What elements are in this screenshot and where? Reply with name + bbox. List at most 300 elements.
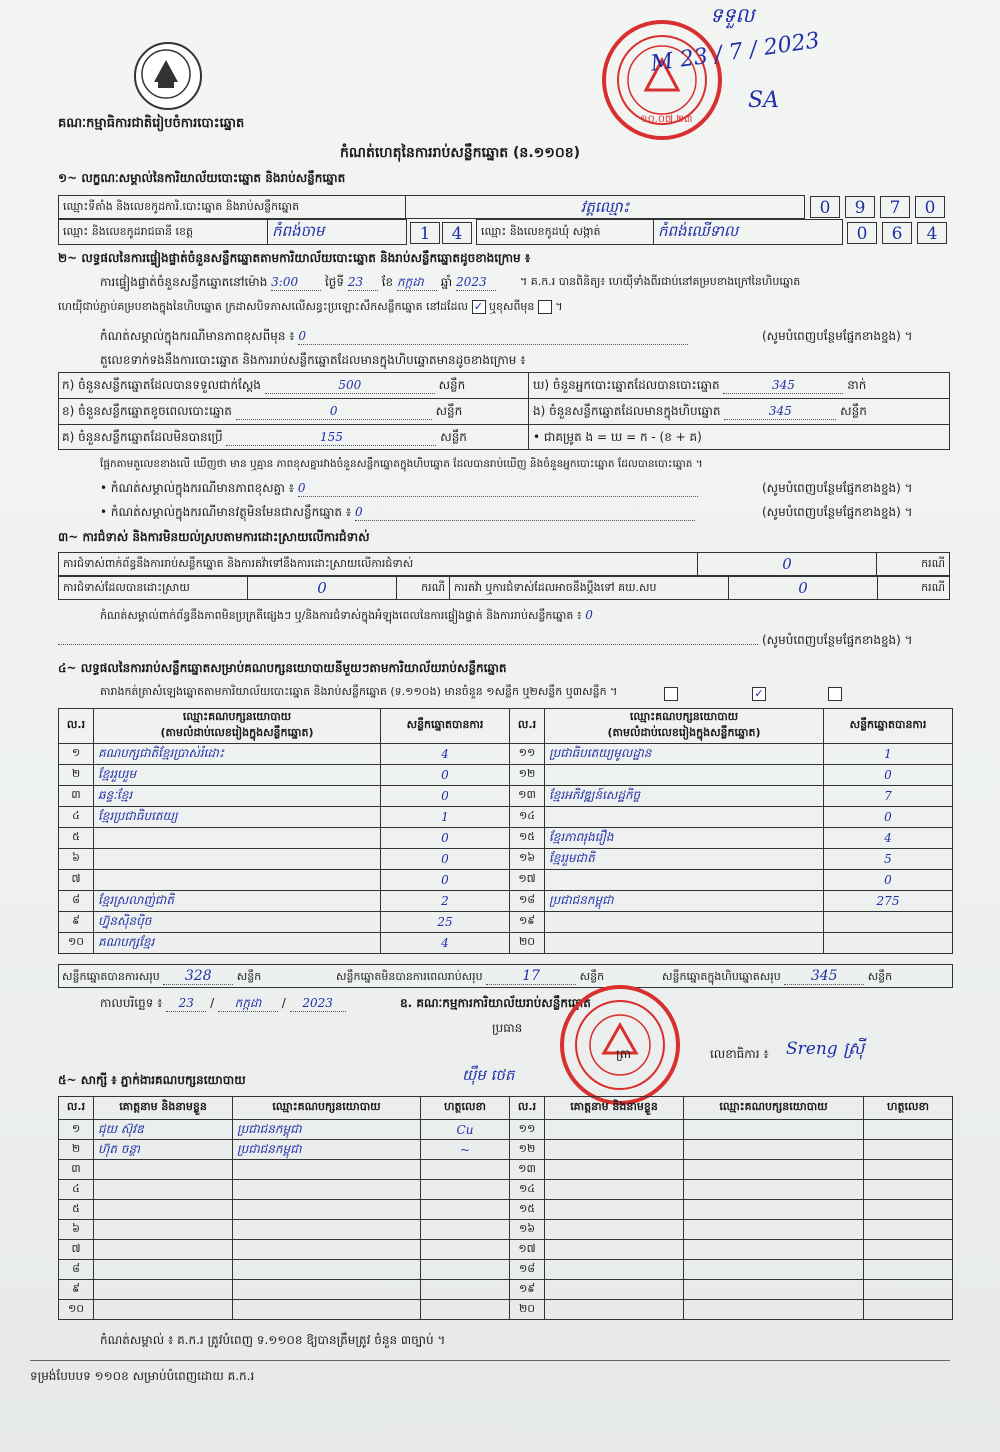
cell-signature <box>864 1300 953 1320</box>
results-table-left <box>58 708 510 954</box>
official-stamp-bottom <box>560 985 680 1105</box>
s2-foreign-label: • កំណត់សម្គាល់ក្នុងករណីមានវត្ថុមិនមែនជាសន្លឹកឆ្នោត ៖ <box>100 505 352 519</box>
table-row <box>59 828 510 849</box>
s3-note-value: 0 <box>585 608 593 622</box>
col-no: ល.រ <box>510 709 545 744</box>
cell-signature <box>421 1200 510 1220</box>
cell-votes: 7 <box>824 786 953 807</box>
total-box-value: 345 <box>784 968 864 985</box>
col-party-sub: (តាមលំដាប់លេខរៀងក្នុងសន្លឹកឆ្នោត) <box>160 726 314 739</box>
table-row <box>510 912 953 933</box>
cell-party: ខ្មែររួបរួម <box>94 765 381 786</box>
cell-signature <box>421 1220 510 1240</box>
s2-line2: ហេយ៉ីជាប់ភ្ជាប់គម្របខាងក្នុងនៃហិបឆ្នោត ក្រដាសបិទភាសលើសន្ធះប្រឡោះសឹកសន្លឹកឆ្នោត នៅដដែល ✓ ឬខុសពីមុន ។ <box>58 300 563 313</box>
cell-name <box>94 1280 233 1300</box>
cell-no: ២ <box>59 765 94 786</box>
s2-diff-note <box>100 480 698 497</box>
cell-party <box>233 1220 421 1240</box>
s2-line1-a: ការផ្ទៀងផ្ទាត់ចំនួនសន្លឹកឆ្នោតនៅម៉ោង <box>100 275 268 289</box>
stamp-seal-icon <box>564 989 676 1101</box>
table-row <box>510 1280 953 1300</box>
cell-no: ២០ <box>510 1300 545 1320</box>
cell-party <box>684 1300 864 1320</box>
table-row <box>510 849 953 870</box>
s1-location-label: ឈ្មោះទីតាំង និងលេខកូដការិ.បោះឆ្នោត និងរាប់សន្លឹកឆ្នោត <box>58 195 406 219</box>
total-invalid <box>336 968 604 985</box>
s2-note-label: កំណត់សម្គាល់ក្នុងករណីមានភាពខុសពីមុន ៖ <box>100 329 295 343</box>
cell-no: ១០ <box>59 933 94 954</box>
cell-votes: 5 <box>824 849 953 870</box>
table-row <box>59 870 510 891</box>
table-row <box>510 1160 953 1180</box>
table-row <box>59 1300 510 1320</box>
handwritten-signature: SA <box>748 88 779 113</box>
s2-line1-c: ខែ <box>381 275 394 289</box>
table-row <box>59 1240 510 1260</box>
cell-party: ប្រជាជនកម្ពុជា <box>233 1120 421 1140</box>
cell-party: ឆន្ទៈខ្មែរ <box>94 786 381 807</box>
table-row <box>510 1260 953 1280</box>
cell-signature <box>864 1260 953 1280</box>
table-row <box>59 786 510 807</box>
changed-checkbox[interactable] <box>538 300 552 314</box>
cell-no: ១៩ <box>510 912 545 933</box>
cell-no: ១០ <box>59 1300 94 1320</box>
cell-party <box>233 1280 421 1300</box>
secretary-signature: Sreng ស្រ៊ី <box>786 1039 865 1059</box>
table-row <box>510 870 953 891</box>
cell-no: ៥ <box>59 828 94 849</box>
section3-heading: ៣~ ការជំទាស់ និងការមិនយល់ស្របតាមការដោះស្រាយលើការជំទាស់ <box>58 530 370 544</box>
cell-signature <box>864 1180 953 1200</box>
cell-no: ៨ <box>59 1260 94 1280</box>
table-row <box>510 1180 953 1200</box>
table-row <box>510 891 953 912</box>
total-valid-unit: សន្លឹក <box>236 970 262 983</box>
cell-name <box>94 1300 233 1320</box>
cell-party: គណបក្សជាតិខ្មែរប្រាស់រំដោះ <box>94 744 381 765</box>
cell-signature <box>864 1120 953 1140</box>
cell-party <box>684 1260 864 1280</box>
table-row <box>510 765 953 786</box>
cell-no: ១៤ <box>510 1180 545 1200</box>
cell-name <box>545 1260 684 1280</box>
cell-votes: 0 <box>824 807 953 828</box>
form-title: កំណត់ហេតុនៃការរាប់សន្លឹកឆ្នោត (ន.១១០ខ) <box>340 145 581 161</box>
cell-no: ១៤ <box>510 807 545 828</box>
cell-no: ១៦ <box>510 1220 545 1240</box>
cell-party: ខ្មែរប្រជាធិបតេយ្យ <box>94 807 381 828</box>
table-row <box>510 786 953 807</box>
cell-party <box>545 870 824 891</box>
table-row <box>59 1200 510 1220</box>
s2-time: 3:00 <box>271 274 321 291</box>
cell-name <box>545 1220 684 1240</box>
total-invalid-value: 17 <box>486 968 576 985</box>
cell-votes <box>824 912 953 933</box>
cell-party <box>545 933 824 954</box>
col-party <box>94 709 381 744</box>
cell-votes: 1 <box>824 744 953 765</box>
cell-votes: 4 <box>381 933 510 954</box>
count-g-unit: សន្លឹក <box>440 430 467 444</box>
count-x-unit: សន្លឹក <box>435 404 463 418</box>
witness-table-right <box>509 1096 953 1320</box>
s2-compare: ផ្អែកតាមតួលេខខាងលើ ឃើញថា មាន ឬគ្មាន ភាពខុសគ្នារវាងចំនួនសន្លឹកឆ្នោតក្នុងហិបឆ្នោត ដែលបានរាប់ឃើញ និងចំនួនអ្នកបោះឆ្នោត ដែលបានបោះឆ្នោត ។ <box>100 458 703 470</box>
cell-party <box>233 1260 421 1280</box>
counts-divider-h2 <box>58 424 950 425</box>
s3-row2b-unit: ករណី <box>877 576 950 600</box>
s2-note-value: 0 <box>298 328 688 345</box>
cell-signature <box>421 1160 510 1180</box>
count-ng-value: 345 <box>724 403 836 420</box>
cell-no: ៦ <box>59 1220 94 1240</box>
cell-no: ១៩ <box>510 1280 545 1300</box>
cell-signature: ~ <box>421 1140 510 1160</box>
s3-note-label: កំណត់សម្គាល់ពាក់ព័ន្ធនឹងភាពមិនប្រក្រតីផ្សេងៗ ឬ/និងការជំទាស់ក្នុងអំឡុងពេលនៃការផ្ទៀងផ្ទាត់ និងការរាប់សន្លឹកឆ្នោត ៖ <box>100 609 582 622</box>
col-party-title: ឈ្មោះគណបក្សនយោបាយ <box>182 710 292 723</box>
cell-no: ១៧ <box>510 1240 545 1260</box>
cell-no: ២ <box>59 1140 94 1160</box>
cell-party <box>684 1140 864 1160</box>
cell-no: ៧ <box>59 1240 94 1260</box>
table-row <box>510 1220 953 1240</box>
table-row <box>59 1140 510 1160</box>
col-party: ឈ្មោះគណបក្សនយោបាយ <box>233 1097 421 1120</box>
cell-no: ៩ <box>59 1280 94 1300</box>
commune-digit: 4 <box>917 222 947 244</box>
cell-party <box>684 1200 864 1220</box>
s1-location-name: វត្តឈ្មោះ <box>405 195 805 219</box>
table-row <box>59 1120 510 1140</box>
s3-row2-label: ការជំទាស់ដែលបានដោះស្រាយ <box>58 576 248 600</box>
cell-party <box>684 1120 864 1140</box>
province-digit: 1 <box>410 222 440 244</box>
table-row <box>59 933 510 954</box>
s2-diff-label: • កំណត់សម្គាល់ក្នុងករណីមានភាពខុសគ្នា ៖ <box>100 481 295 495</box>
cell-no: ១១ <box>510 744 545 765</box>
col-sign: ហត្ថលេខា <box>421 1097 510 1120</box>
cell-no: ១៧ <box>510 870 545 891</box>
cell-signature <box>421 1280 510 1300</box>
org-name: គណៈកម្មាធិការជាតិរៀបចំការបោះឆ្នោត <box>58 116 245 131</box>
cell-party: ខ្មែររួមជាតិ <box>545 849 824 870</box>
s2-line2-or: ឬខុសពីមុន <box>489 300 535 313</box>
s3-row2-value: 0 <box>247 576 397 600</box>
table-row <box>510 933 953 954</box>
sheets-1-checkbox[interactable] <box>664 687 678 701</box>
cell-votes: 275 <box>824 891 953 912</box>
table-row <box>59 1260 510 1280</box>
cell-no: ១៦ <box>510 849 545 870</box>
stamp-date: ១០.០៧.២៣ <box>640 114 693 125</box>
seal-label: ត្រា <box>616 1047 631 1061</box>
cell-no: ១៣ <box>510 786 545 807</box>
cell-signature <box>864 1200 953 1220</box>
cell-party <box>684 1180 864 1200</box>
table-row <box>59 744 510 765</box>
date-year: 2023 <box>290 995 346 1012</box>
count-formula: • ជាគម្រូត ង = ឃ = ក - (ខ + គ) <box>533 430 702 444</box>
col-party <box>545 709 824 744</box>
cell-signature <box>864 1280 953 1300</box>
s3-note-line <box>58 644 758 645</box>
cell-party: ខ្មែរអភិវឌ្ឍន៍សេដ្ឋកិច្ច <box>545 786 824 807</box>
count-g-value: 155 <box>226 429 436 446</box>
cell-name <box>545 1240 684 1260</box>
cell-party <box>94 849 381 870</box>
cell-party <box>545 765 824 786</box>
count-x-value: 0 <box>236 403 432 420</box>
s3-row2b-label: ការតវ៉ា ឬការជំទាស់ដែលអាចនឹងប្ដឹងទៅ គឃ.សប <box>449 576 729 600</box>
count-k-label: ក) ចំនួនសន្លឹកឆ្នោតដែលបានទទួលជាក់ស្ដែង <box>62 378 261 392</box>
cell-name <box>545 1280 684 1300</box>
s2-year: 2023 <box>456 274 496 291</box>
s3-row1-value: 0 <box>697 552 877 576</box>
col-votes: សន្លឹកឆ្នោតបានការ <box>381 709 510 744</box>
cell-no: ១១ <box>510 1120 545 1140</box>
cell-party <box>545 912 824 933</box>
cell-votes: 0 <box>381 849 510 870</box>
table-row <box>59 891 510 912</box>
s2-line1-b: ថ្ងៃទី <box>325 275 345 289</box>
s1-province-label: ឈ្មោះ និងលេខកូដរាជធានី ខេត្ត <box>58 219 268 245</box>
cell-name <box>94 1180 233 1200</box>
total-box-label: សន្លឹកឆ្នោតក្នុងហិបឆ្នោតសរុប <box>662 970 781 983</box>
cell-no: ១ <box>59 1120 94 1140</box>
cell-no: ១២ <box>510 765 545 786</box>
s2-month: កក្កដា <box>397 274 437 291</box>
count-k-value: 500 <box>265 377 435 394</box>
cell-party <box>684 1240 864 1260</box>
cell-party: ប្រជាជនកម្ពុជា <box>233 1140 421 1160</box>
count-w-label: ឃ) ចំនួនអ្នកបោះឆ្នោតដែលបានបោះឆ្នោត <box>533 378 720 392</box>
table-row <box>59 849 510 870</box>
s2-intro: តួលេខទាក់ទងនឹងការបោះឆ្នោត និងការរាប់សន្លឹកឆ្នោតដែលមានក្នុងហិបឆ្នោតមានដូចខាងក្រោម ៖ <box>100 353 526 367</box>
total-box-unit: សន្លឹក <box>867 970 893 983</box>
cell-name <box>545 1140 684 1160</box>
s2-line1 <box>100 274 496 291</box>
cell-party <box>233 1200 421 1220</box>
cell-signature <box>421 1240 510 1260</box>
s4-date: កាលបរិច្ឆេទ ៖ 23 / កក្កដា / 2023 <box>100 995 346 1012</box>
cell-no: ៣ <box>59 1160 94 1180</box>
nec-logo <box>134 42 202 110</box>
s2-foreign-fill: (សូមបំពេញបន្ថែមផ្នែកខាងខ្នង) ។ <box>762 505 913 519</box>
s2-line2-text: ហេយ៉ីជាប់ភ្ជាប់គម្របខាងក្នុងនៃហិបឆ្នោត ក្រដាសបិទភាសលើសន្ធះប្រឡោះសឹកសន្លឹកឆ្នោត នៅដដែល <box>58 300 468 313</box>
cell-party <box>233 1160 421 1180</box>
cell-no: ៩ <box>59 912 94 933</box>
total-invalid-label: សន្លឹកឆ្នោតមិនបានការពេលរាប់សរុប <box>336 970 483 983</box>
cell-no: ១៨ <box>510 891 545 912</box>
col-party-title: ឈ្មោះគណបក្សនយោបាយ <box>629 710 739 723</box>
count-ng-unit: សន្លឹក <box>840 404 867 418</box>
s4-intro <box>100 684 617 700</box>
logo-emblem-icon <box>136 44 196 104</box>
cell-party: គណបក្សខ្មែរ <box>94 933 381 954</box>
cell-votes: 0 <box>381 870 510 891</box>
s2-diff-fill: (សូមបំពេញបន្ថែមផ្នែកខាងខ្នង) ។ <box>762 481 913 495</box>
s3-row1-unit: ករណី <box>876 552 950 576</box>
col-no: ល.រ <box>59 1097 94 1120</box>
cell-party <box>94 828 381 849</box>
cell-no: ៥ <box>59 1200 94 1220</box>
s3-row2-unit: ករណី <box>396 576 450 600</box>
cell-name <box>545 1200 684 1220</box>
cell-signature <box>864 1160 953 1180</box>
table-row <box>59 1220 510 1240</box>
col-name: គោត្តនាម និងនាមខ្លួន <box>94 1097 233 1120</box>
count-ng <box>533 403 867 420</box>
cell-no: ១៣ <box>510 1160 545 1180</box>
cell-party: ខ្មែរភាពរុងរឿង <box>545 828 824 849</box>
cell-party <box>545 807 824 828</box>
cell-party <box>684 1280 864 1300</box>
cell-name <box>94 1160 233 1180</box>
s2-note <box>100 328 688 345</box>
count-w <box>533 377 866 394</box>
footer-divider <box>30 1360 950 1361</box>
cell-name <box>94 1200 233 1220</box>
section5-heading: ៥~ សាក្សី ៖ ភ្នាក់ងារគណបក្សនយោបាយ <box>58 1073 246 1087</box>
col-votes: សន្លឹកឆ្នោតបានការ <box>824 709 953 744</box>
total-box <box>662 968 892 985</box>
table-row <box>510 1140 953 1160</box>
date-month: កក្កដា <box>218 995 278 1012</box>
count-x <box>62 403 524 420</box>
cell-signature <box>421 1180 510 1200</box>
col-no: ល.រ <box>59 709 94 744</box>
s3-note <box>100 607 593 624</box>
s2-diff-value: 0 <box>298 480 698 497</box>
same-checkbox[interactable]: ✓ <box>472 300 486 314</box>
table-row <box>510 1240 953 1260</box>
count-w-unit: នាក់ <box>847 378 867 392</box>
cell-name <box>94 1240 233 1260</box>
table-row <box>59 765 510 786</box>
cell-party: ប្រជាធិបតេយ្យមូលដ្ឋាន <box>545 744 824 765</box>
table-row <box>59 1160 510 1180</box>
cell-votes: 2 <box>381 891 510 912</box>
handwritten-date: M 23 / 7 / 2023 <box>649 28 822 77</box>
cell-name <box>545 1300 684 1320</box>
col-sign: ហត្ថលេខា <box>864 1097 953 1120</box>
table-row <box>510 1300 953 1320</box>
table-row <box>59 1280 510 1300</box>
count-g <box>62 429 524 446</box>
s2-day: 23 <box>348 274 378 291</box>
sheets-3-checkbox[interactable] <box>828 687 842 701</box>
table-row <box>510 1120 953 1140</box>
count-x-label: ខ) ចំនួនសន្លឹកឆ្នោតខូចពេលបោះឆ្នោត <box>62 404 232 418</box>
cell-signature <box>864 1220 953 1240</box>
official-stamp-top <box>602 20 722 140</box>
count-k <box>62 377 524 394</box>
cell-name <box>545 1120 684 1140</box>
cell-name <box>545 1160 684 1180</box>
cell-name <box>94 1260 233 1280</box>
col-no: ល.រ <box>510 1097 545 1120</box>
code-digit: 0 <box>810 196 840 218</box>
code-digit: 0 <box>915 196 945 218</box>
chair-label: ប្រធាន <box>492 1021 523 1035</box>
s3-fill-more: (សូមបំពេញបន្ថែមផ្នែកខាងខ្នង) ។ <box>762 633 913 647</box>
results-table-right <box>509 708 953 954</box>
s2-fill-more: (សូមបំពេញបន្ថែមផ្នែកខាងខ្នង) ។ <box>762 329 913 343</box>
cell-votes: 0 <box>824 870 953 891</box>
code-digit: 7 <box>880 196 910 218</box>
cell-no: ១៥ <box>510 828 545 849</box>
s2-line1-rest: ។ គ.ក.រ បានពិនិត្យ៖ ហេយ៉ីទាំងពីរជាប់នៅគម្របខាងក្រៅនៃហិបឆ្នោត <box>520 275 801 288</box>
s1-commune-label: ឈ្មោះ និងលេខកូដឃុំ សង្កាត់ <box>476 219 654 245</box>
commune-digit: 6 <box>882 222 912 244</box>
cell-no: ១៨ <box>510 1260 545 1280</box>
cell-votes <box>824 933 953 954</box>
code-digit: 9 <box>845 196 875 218</box>
s4-committee: ឧ. គណៈកម្មការការិយាល័យរាប់សន្លឹកឆ្នោត <box>400 996 591 1010</box>
cell-no: ១២ <box>510 1140 545 1160</box>
cell-party <box>684 1220 864 1240</box>
total-valid <box>62 968 261 985</box>
cell-no: ៣ <box>59 786 94 807</box>
section4-heading: ៤~ លទ្ធផលនៃការរាប់សន្លឹកឆ្នោតសម្រាប់គណបក្សនយោបាយនីមួយៗតាមការិយាល័យរាប់សន្លឹកឆ្នោត <box>58 661 507 675</box>
cell-party: ប្រជាជនកម្ពុជា <box>545 891 824 912</box>
cell-party: ខ្មែរស្រលាញ់ជាតិ <box>94 891 381 912</box>
sheets-2-checkbox[interactable]: ✓ <box>752 687 766 701</box>
count-w-value: 345 <box>723 377 843 394</box>
total-valid-value: 328 <box>163 968 233 985</box>
table-row <box>510 1200 953 1220</box>
cell-votes: 0 <box>824 765 953 786</box>
cell-no: ៤ <box>59 807 94 828</box>
cell-party: ហ្វ៊ុនស៊ិនប៉ិច <box>94 912 381 933</box>
cell-signature <box>864 1140 953 1160</box>
table-row <box>510 744 953 765</box>
cell-signature <box>864 1240 953 1260</box>
cell-name <box>94 1220 233 1240</box>
cell-votes: 4 <box>381 744 510 765</box>
cell-signature: Cu <box>421 1120 510 1140</box>
total-valid-label: សន្លឹកឆ្នោតបានការសរុប <box>62 970 160 983</box>
cell-party <box>233 1300 421 1320</box>
s1-commune-name: កំពង់ឈើទាល <box>653 219 843 245</box>
cell-party <box>684 1160 864 1180</box>
cell-votes: 0 <box>381 765 510 786</box>
table-row <box>59 912 510 933</box>
cell-no: ៦ <box>59 849 94 870</box>
cell-no: ៤ <box>59 1180 94 1200</box>
cell-votes: 0 <box>381 828 510 849</box>
cell-no: ៧ <box>59 870 94 891</box>
s1-province-name: កំពង់ចាម <box>267 219 407 245</box>
cell-party <box>233 1240 421 1260</box>
table-row <box>59 1180 510 1200</box>
section1-heading: ១~ លក្ខណៈសម្គាល់នៃការិយាល័យបោះឆ្នោត និងរាប់សន្លឹកឆ្នោត <box>58 171 346 185</box>
footer-note: កំណត់សម្គាល់ ៖ គ.ក.រ ត្រូវបំពេញ ទ.១១០ខ ឱ្យបានត្រឹមត្រូវ ចំនួន ៣ច្បាប់ ។ <box>100 1333 446 1347</box>
cell-no: ១ <box>59 744 94 765</box>
s2-foreign-note <box>100 504 695 521</box>
chair-signature: យ៉ឹម ថេត <box>462 1066 515 1084</box>
cell-signature <box>421 1260 510 1280</box>
section2-heading: ២~ លទ្ធផលនៃការផ្ទៀងផ្ទាត់ចំនួនសន្លឹកឆ្នោតតាមការិយាល័យបោះឆ្នោត និងរាប់សន្លឹកឆ្នោតដូចខាងក្រោម ៖ <box>58 251 531 265</box>
cell-no: ២០ <box>510 933 545 954</box>
count-ng-label: ង) ចំនួនសន្លឹកឆ្នោតដែលមានក្នុងហិបឆ្នោត <box>533 404 721 418</box>
col-name: គោត្តនាម និងនាមខ្លួន <box>545 1097 684 1120</box>
cell-votes: 4 <box>824 828 953 849</box>
handwritten-received: ទទួល <box>710 3 755 27</box>
table-row <box>510 828 953 849</box>
commune-digit: 0 <box>847 222 877 244</box>
